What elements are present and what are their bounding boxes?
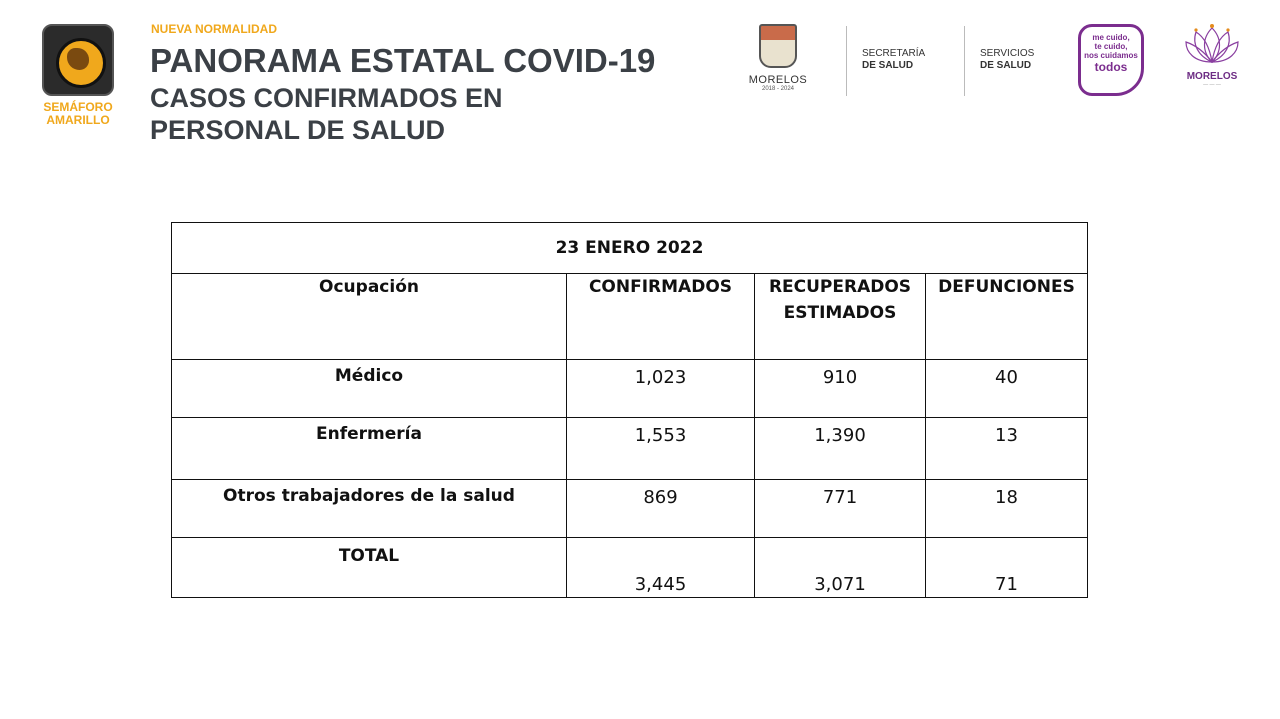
servicios-line1: SERVICIOS <box>980 48 1035 59</box>
servicios-line2: DE SALUD <box>980 60 1032 71</box>
gobierno-logo-subtext: — — — <box>1203 82 1221 88</box>
state-map-icon <box>67 48 89 70</box>
confirmados-cell: 1,553 <box>567 418 755 480</box>
secretaria-logo <box>862 48 925 72</box>
total-confirmados: 3,445 <box>567 538 755 598</box>
recuperados-cell: 1,390 <box>755 418 926 480</box>
gobierno-logo-name: MORELOS <box>1186 71 1238 82</box>
campaign-line1: me cuido, <box>1092 33 1130 42</box>
kicker: NUEVA NORMALIDAD <box>151 22 277 36</box>
ocupacion-cell: Médico <box>172 360 567 418</box>
semaforo-label-line2: AMARILLO <box>46 113 110 127</box>
table-date: 23 ENERO 2022 <box>172 223 1088 274</box>
gobierno-logo <box>1180 22 1244 88</box>
health-staff-table <box>171 222 1088 598</box>
divider <box>964 26 965 96</box>
secretaria-line1: SECRETARÍA <box>862 48 926 59</box>
table-row <box>172 480 1088 538</box>
morelos-logo <box>744 24 812 92</box>
morelos-logo-years: 2018 - 2024 <box>761 86 795 92</box>
total-defunciones: 71 <box>926 538 1088 598</box>
secretaria-line2: DE SALUD <box>862 60 914 71</box>
table-row <box>172 360 1088 418</box>
column-header-defunciones: DEFUNCIONES <box>926 274 1088 360</box>
confirmados-cell: 1,023 <box>567 360 755 418</box>
coat-of-arms-icon <box>759 24 797 68</box>
campaign-line3: nos cuidamos <box>1084 51 1138 60</box>
traffic-light-icon <box>42 24 114 96</box>
page-title: PANORAMA ESTATAL COVID-19 <box>150 42 656 79</box>
confirmados-cell: 869 <box>567 480 755 538</box>
divider <box>846 26 847 96</box>
semaforo-label <box>38 101 118 127</box>
semaforo-label-line1: SEMÁFORO <box>43 100 113 114</box>
campaign-line2: te cuido, <box>1094 42 1128 51</box>
recuperados-cell: 910 <box>755 360 926 418</box>
ocupacion-cell: Otros trabajadores de la salud <box>172 480 567 538</box>
page-subtitle: CASOS CONFIRMADOS EN PERSONAL DE SALUD <box>150 83 503 145</box>
defunciones-cell: 13 <box>926 418 1088 480</box>
servicios-logo <box>980 48 1034 72</box>
column-header-confirmados: CONFIRMADOS <box>567 274 755 360</box>
campaign-line4: todos <box>1094 60 1128 74</box>
column-header-ocupacion: Ocupación <box>172 274 567 360</box>
semaforo-badge <box>38 24 118 127</box>
ocupacion-cell: Enfermería <box>172 418 567 480</box>
campaign-logo <box>1078 24 1144 96</box>
column-header-recuperados: RECUPERADOS ESTIMADOS <box>755 274 926 360</box>
table-total-row <box>172 538 1088 598</box>
table-row <box>172 418 1088 480</box>
morelos-logo-name: MORELOS <box>748 74 808 86</box>
defunciones-cell: 18 <box>926 480 1088 538</box>
total-recuperados: 3,071 <box>755 538 926 598</box>
total-label: TOTAL <box>172 538 567 598</box>
recuperados-cell: 771 <box>755 480 926 538</box>
lotus-icon <box>1184 22 1240 66</box>
defunciones-cell: 40 <box>926 360 1088 418</box>
